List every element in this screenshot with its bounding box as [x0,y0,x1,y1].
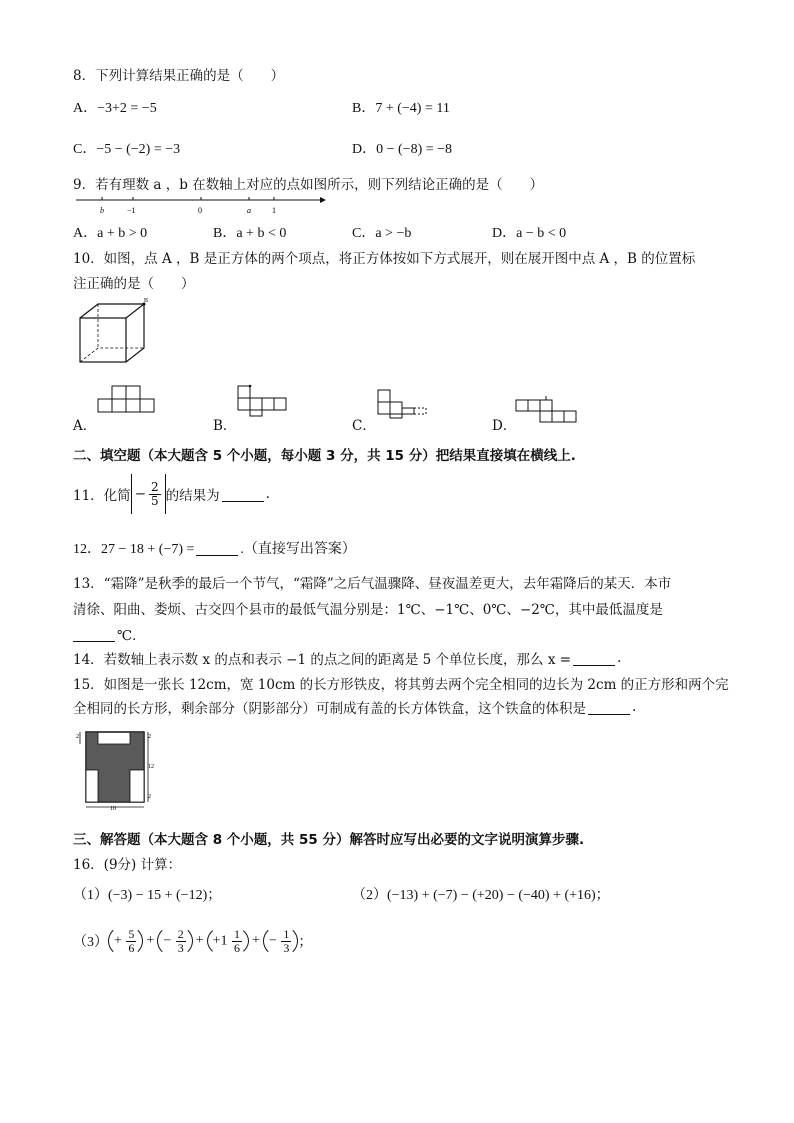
q16-part3-label: （3） [73,935,108,951]
q8-option-b: B．7 + (−4) = 11 [352,101,450,116]
axis-label-zero: 0 [198,206,202,215]
label-side-c: 2 [148,794,151,800]
q11-absolute-value: − $\frac{2}{5}$ [131,474,166,514]
q9-option-a: A．a + b > 0 [73,226,148,241]
q11-frac-num: 2 [151,479,159,494]
q15-line2: 全相同的长方形，剩余部分（阴影部分）可制成有盖的长方体铁盒，这个铁盒的体积是 [73,701,586,717]
q10-option-d-label: D． [492,418,517,434]
q13-line2: 清徐、阳曲、娄烦、古交四个县市的最低气温分别是：1℃、−1℃、0℃、−2℃，其中最低温度是 [73,602,663,618]
section2-heading: 二、填空题（本大题含 5 个小题，每小题 3 分，共 15 分）把结果直接填在横线上. [73,448,576,464]
q10-stem-line1: 10．如图，点 A ，B 是正方体的两个项点，将正方体按如下方式展开，则在展开图中点 A ，B 的位置标 [73,251,696,267]
q8-option-d: D．0 − (−8) = −8 [352,142,453,157]
axis-label-one: 1 [272,206,276,215]
q12-suffix: .（直接写出答案） [240,542,356,557]
net-option-b [238,384,294,418]
q11-answer-blank[interactable] [222,500,264,502]
q16-stem: 16．(9分) 计算： [73,857,182,873]
q16-term-2: − $\frac{2}{3}$ [157,925,192,957]
sheet-metal-figure [76,724,156,812]
label-bottom: 10 [110,806,116,812]
section3-heading: 三、解答题（本大题含 8 个小题，共 55 分）解答时应写出必要的文字说明演算步骤. [73,832,585,848]
q8-option-a: A．−3+2 = −5 [73,101,157,116]
q16-term-3: +1 $\frac{1}{6}$ [207,925,249,957]
q10-option-a-label: A． [73,418,97,434]
q13-answer-blank[interactable] [73,640,115,642]
axis-label-a: a [247,206,251,215]
net-option-c [376,388,432,420]
q14-answer-blank[interactable] [573,664,615,666]
net-option-d [516,396,586,422]
q12-expr: 12．27 − 18 + (−7) = [73,542,195,557]
q14-text: 14．若数轴上表示数 x 的点和表示 −1 的点之间的距离是 5 个单位长度，那么 x = [73,652,572,668]
q9-option-d: D．a − b < 0 [492,226,567,241]
axis-label-b: b [100,206,104,215]
q16-term-1: + $\frac{5}{6}$ [108,925,143,957]
cube-vertex-label: B [144,298,149,304]
label-side-b: 12 [148,764,154,770]
q9-stem: 9．若有理数 a ，b 在数轴上对应的点如图所示，则下列结论正确的是（ ） [73,177,544,193]
q11-suffix: 的结果为 [165,488,220,504]
q15-line2-row: 全相同的长方形，剩余部分（阴影部分）可制成有盖的长方体铁盒，这个铁盒的体积是 . [73,699,637,717]
number-line-arrow [320,197,326,203]
q8-stem: 8．下列计算结果正确的是（ ） [73,68,285,84]
label-side-a: 2 [148,734,151,740]
q9-option-b: B．a + b < 0 [213,226,287,241]
cube-figure [78,300,150,366]
label-top-left: 2 [76,734,79,740]
q11: 11．化简 − $\frac{2}{5}$ 的结果为 . [73,474,270,514]
q12-answer-blank[interactable] [196,554,238,556]
q12 [73,538,356,558]
q16-term-4: − $\frac{1}{3}$ [263,925,298,957]
q10-option-b-label: B． [213,418,237,434]
net-option-a [98,384,158,416]
q16-part1: （1）(−3) − 15 + (−12)； [73,888,222,903]
q15-answer-blank[interactable] [588,713,630,715]
q10-option-c-label: C． [352,418,376,434]
q11-frac-den: 5 [151,493,159,508]
q11-prefix: 11．化简 [73,488,131,504]
q15-line1: 15．如图是一张长 12cm，宽 10cm 的长方形铁皮，将其剪去两个完全相同的边长为 2cm 的正方形和两个完 [73,677,729,693]
q16-part2: （2）(−13) + (−7) − (+20) − (−40) + (+16)； [352,888,610,903]
number-line-figure [76,194,326,218]
q10-stem-line2: 注正确的是（ ） [73,276,195,292]
q9-option-c: C．a > −b [352,226,412,241]
q16-part3: （3） + $\frac{5}{6}$ + − $\frac{2}{3}$ + +1 $\frac{1}{6}$ + − $\frac{1}{3}$ ； [73,925,312,957]
q14: 14．若数轴上表示数 x 的点和表示 −1 的点之间的距离是 5 个单位长度，那么 x = . [73,650,622,668]
q13-line3: ℃． [117,628,146,644]
q8-option-c: C．−5 − (−2) = −3 [73,142,181,157]
q13-line3-row [73,624,146,644]
axis-label-neg1: −1 [127,206,136,215]
q13-line1: 13．“霜降”是秋季的最后一个节气，“霜降”之后气温骤降、昼夜温差更大，去年霜降后的某天．本市 [73,576,672,592]
